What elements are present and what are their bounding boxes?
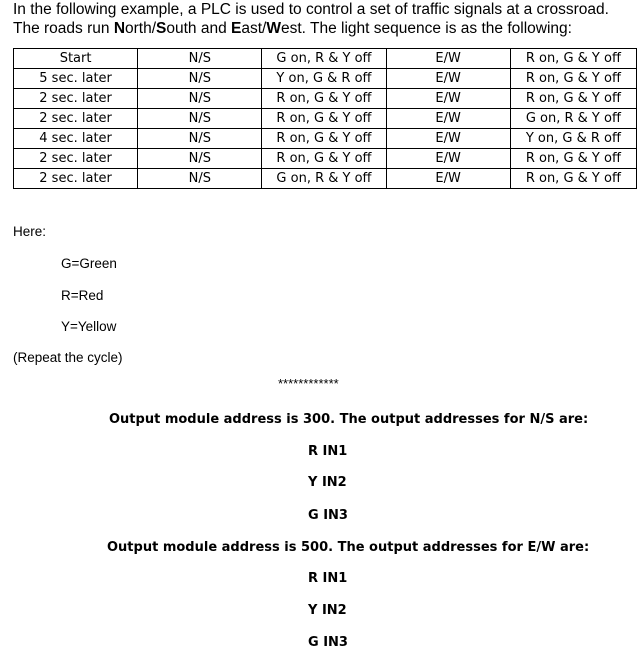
ns-state-cell: R on, G & Y off bbox=[262, 89, 386, 109]
ns-label-cell: N/S bbox=[138, 109, 262, 129]
ns-item-r: R IN1 bbox=[308, 444, 348, 459]
ns-label-cell: N/S bbox=[138, 69, 262, 89]
time-cell: 2 sec. later bbox=[14, 89, 138, 109]
ew-label-cell: E/W bbox=[386, 109, 510, 129]
intro-line-2: The roads run North/South and East/West. The light sequence is as the following: bbox=[13, 20, 572, 37]
ew-heading: Output module address is 500. The output addresses for E/W are: bbox=[107, 540, 590, 555]
time-cell: 2 sec. later bbox=[14, 169, 138, 189]
legend-red: R=Red bbox=[61, 288, 104, 303]
ew-label-cell: E/W bbox=[386, 89, 510, 109]
ns-state-cell: R on, G & Y off bbox=[262, 149, 386, 169]
ns-heading: Output module address is 300. The output addresses for N/S are: bbox=[109, 412, 589, 427]
legend-yellow: Y=Yellow bbox=[61, 319, 117, 334]
ns-state-cell: R on, G & Y off bbox=[262, 129, 386, 149]
table-row bbox=[14, 169, 637, 189]
ew-state-cell: R on, G & Y off bbox=[510, 89, 636, 109]
ew-state-cell: R on, G & Y off bbox=[510, 169, 636, 189]
table-row bbox=[14, 49, 637, 69]
ns-label-cell: N/S bbox=[138, 49, 262, 69]
time-cell: 2 sec. later bbox=[14, 109, 138, 129]
ew-item-r: R IN1 bbox=[308, 571, 348, 586]
ew-state-cell: R on, G & Y off bbox=[510, 49, 636, 69]
ns-label-cell: N/S bbox=[138, 169, 262, 189]
time-cell: 4 sec. later bbox=[14, 129, 138, 149]
ew-state-cell: Y on, G & R off bbox=[510, 129, 636, 149]
ns-label-cell: N/S bbox=[138, 129, 262, 149]
intro-line-1: In the following example, a PLC is used to control a set of traffic signals at a crossroad. bbox=[13, 1, 609, 18]
ns-label-cell: N/S bbox=[138, 89, 262, 109]
here-label: Here: bbox=[13, 224, 47, 239]
ew-label-cell: E/W bbox=[386, 49, 510, 69]
ns-label-cell: N/S bbox=[138, 149, 262, 169]
ew-label-cell: E/W bbox=[386, 169, 510, 189]
ns-state-cell: G on, R & Y off bbox=[262, 169, 386, 189]
intro-paragraph bbox=[13, 0, 638, 38]
repeat-note: (Repeat the cycle) bbox=[13, 350, 123, 365]
ns-state-cell: G on, R & Y off bbox=[262, 49, 386, 69]
table-row bbox=[14, 149, 637, 169]
ew-state-cell: G on, R & Y off bbox=[510, 109, 636, 129]
legend-green: G=Green bbox=[61, 256, 117, 271]
ew-state-cell: R on, G & Y off bbox=[510, 149, 636, 169]
table-row bbox=[14, 129, 637, 149]
ew-item-g: G IN3 bbox=[308, 635, 348, 650]
table-row bbox=[14, 69, 637, 89]
ew-item-y: Y IN2 bbox=[308, 603, 347, 618]
ew-label-cell: E/W bbox=[386, 149, 510, 169]
separator-stars: ************ bbox=[278, 376, 339, 391]
ns-item-y: Y IN2 bbox=[308, 475, 347, 490]
ns-state-cell: R on, G & Y off bbox=[262, 109, 386, 129]
light-sequence-table bbox=[13, 48, 637, 189]
ns-state-cell: Y on, G & R off bbox=[262, 69, 386, 89]
time-cell: 2 sec. later bbox=[14, 149, 138, 169]
table-row bbox=[14, 109, 637, 129]
time-cell: 5 sec. later bbox=[14, 69, 138, 89]
ew-state-cell: R on, G & Y off bbox=[510, 69, 636, 89]
ns-item-g: G IN3 bbox=[308, 508, 348, 523]
time-cell: Start bbox=[14, 49, 138, 69]
ew-label-cell: E/W bbox=[386, 69, 510, 89]
table-row bbox=[14, 89, 637, 109]
ew-label-cell: E/W bbox=[386, 129, 510, 149]
